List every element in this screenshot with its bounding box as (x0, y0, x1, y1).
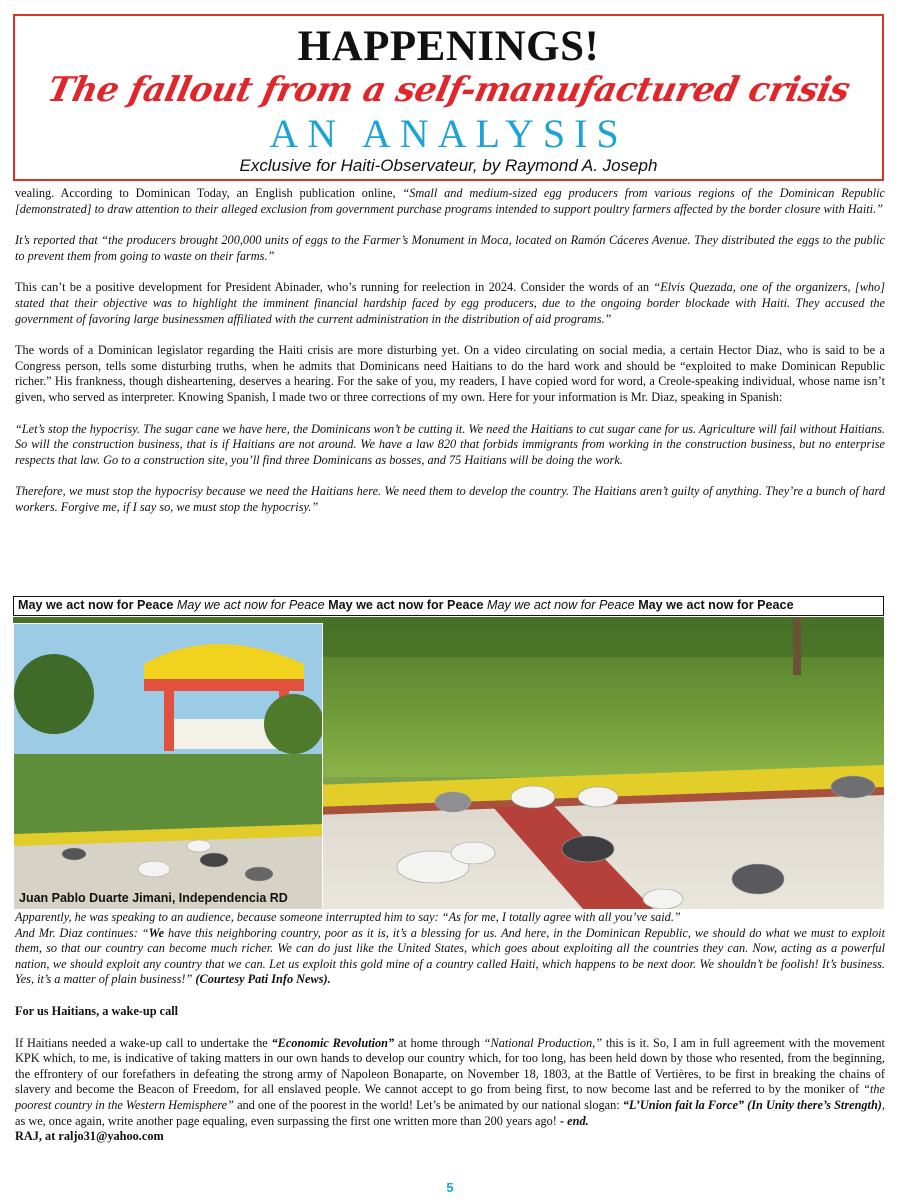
source-credit: (Courtesy Pati Info News). (195, 972, 331, 987)
paragraph (15, 1036, 885, 1130)
paragraph (15, 280, 885, 327)
banner-text: May we act now for Peace (328, 598, 484, 612)
article-kicker: AN ANALYSIS (269, 111, 628, 156)
byline: Exclusive for Haiti-Observateur, by Raymond A. Joseph (239, 156, 658, 175)
banner-text: May we act now for Peace (18, 598, 174, 612)
section-title: HAPPENINGS! (297, 23, 600, 70)
inset-photo (13, 623, 323, 909)
paragraph-text: , as we, once again, write another page equaling, even surpassing the first one written more than 200 years ago! (15, 1097, 885, 1128)
quote-text: We (148, 925, 165, 940)
quote-paragraph: Therefore, we must stop the hypocrisy because we need the Haitians here. We need them to develop the country. The Haitians aren’t guilty of anything. They’re a bunch of hard workers. Forgive me, if I say so, we must stop the hypocrisy.” (15, 484, 885, 514)
paragraph-text: If Haitians needed a wake-up call to undertake the (15, 1035, 272, 1050)
article-photo (13, 617, 884, 909)
paragraph-text: vealing. According to Dominican Today, an English publication online, (15, 186, 403, 200)
section-subhead: For us Haitians, a wake-up call (15, 1003, 179, 1018)
monument-photo-image (14, 624, 322, 909)
end-mark: - end. (559, 1113, 589, 1128)
paragraph: Apparently, he was speaking to an audience, because someone interrupted him to say: “As for me, I totally agree with all you’ve said.” (15, 910, 681, 924)
quote-text: “Small and medium-sized egg producers from various regions of the Dominican Republic [demonstrated] to draw attention to their alleged exclusion from government purchase programs intended to support poultry farmers affected by the border closure with Haiti.” (15, 186, 885, 216)
quote-text: have this neighboring country, poor as it is, it’s a blessing for us. And here, in the Dominican Republic, we should do what we must to exploit them, so that our country can become much richer. We can do just like the United States, which goes about exploiting all the countries they can. Now, acting as a powerful nation, we should exploit any country that we can. Let us exploit this gold mine of a country called Haiti, which happens to be next door. We shouldn’t be foolish! It’s business. Yes, it’s a matter of plain business!” (15, 925, 885, 987)
quote-paragraph (15, 926, 885, 988)
emphasis-text: “Economic Revolution” (271, 1035, 395, 1050)
paragraph: The words of a Dominican legislator regarding the Haiti crisis are more disturbing yet. On a video circulating on social media, a certain Hector Diaz, who is said to be a Congress person, tells some disturbing truths, when he admits that Dominicans need Haitians to do the hard work and should be “exploited to make Dominican Republic richer.” His frankness, though disheartening, deserves a hearing. For the sake of you, my readers, I have copied word for word, a Creole-speaking individual, whose name isn’t given, who served as interpreter. Knowing Spanish, I made two or three corrections of my own. Here for your information is Mr. Diaz, speaking in Spanish: (15, 343, 885, 404)
paragraph-text: at home through (394, 1035, 484, 1050)
paragraph (15, 186, 885, 217)
emphasis-text: “L’Union fait la Force” (In Unity there’s Strength) (622, 1097, 882, 1112)
emphasis-text: “National Production,” (483, 1035, 603, 1050)
banner-text: May we act now for Peace (176, 598, 325, 612)
article-headline: The fallout from a self-manufactured crisis (43, 70, 854, 110)
author-signoff: RAJ, at raljo31@yahoo.com (15, 1129, 164, 1144)
article-body-bottom (15, 910, 885, 1145)
paragraph: It’s reported that “the producers brought 200,000 units of eggs to the Farmer’s Monument in Moca, located on Ramón Cáceres Avenue. They distributed the eggs to the public to prevent them from going to waste on their farms.” (15, 233, 885, 263)
banner-text: May we act now for Peace (486, 598, 635, 612)
quote-text: And Mr. Diaz continues: “ (15, 925, 149, 940)
paragraph-text: This can’t be a positive development for President Abinader, who’s running for reelection in 2024. Consider the words of an (15, 280, 654, 295)
article-header (13, 14, 884, 181)
photo-caption: Juan Pablo Duarte Jimani, Independencia RD (19, 891, 288, 905)
page-number: 5 (446, 1180, 454, 1195)
emphasis-text: “the poorest country in the Western Hemisphere” (15, 1082, 885, 1112)
quote-paragraph: “Let’s stop the hypocrisy. The sugar cane we have here, the Dominicans won’t be cutting it. We need the Haitians to cut sugar cane for us. Agriculture will fail without Haitians. So will the construction business, that is if Haitians are not around. We have a law 820 that forbids immigrants from working in the construction business, but no enterprise respects that law. Go to a construction site, you’ll find three Dominicans as bosses, and 75 Haitians will be doing the work. (15, 421, 885, 467)
banner-text: May we act now for Peace (638, 598, 794, 612)
peace-banner (13, 596, 884, 616)
quote-text: “Elvis Quezada, one of the organizers, [who] stated that their objective was to highlight the imminent financial hardship faced by egg producers, due to the ongoing border blockade with Haiti. They accused the government of favoring large businessmen affiliated with the current administration in the distribution of aid programs.” (15, 280, 885, 326)
article-body-top (15, 186, 885, 516)
paragraph-text: and one of the poorest in the world! Let’s be animated by our national slogan: (233, 1097, 623, 1112)
paragraph-text: this is it. So, I am in full agreement with the movement KPK which, to me, is indicative of taking matters in our own hands to develop our country which, for too long, has been held down by those who resented, from the beginning, the effrontery of our forefathers in defeating the strong army of Napoleon Bonaparte, on November 18, 1803, at the Battle of Vertières, to be first in breaking the chains of slavery and become the Beacon of Freedom, for all enslaved people. We cannot accept to go from being first, to now become last and be referred to by the moniker of (15, 1035, 885, 1097)
